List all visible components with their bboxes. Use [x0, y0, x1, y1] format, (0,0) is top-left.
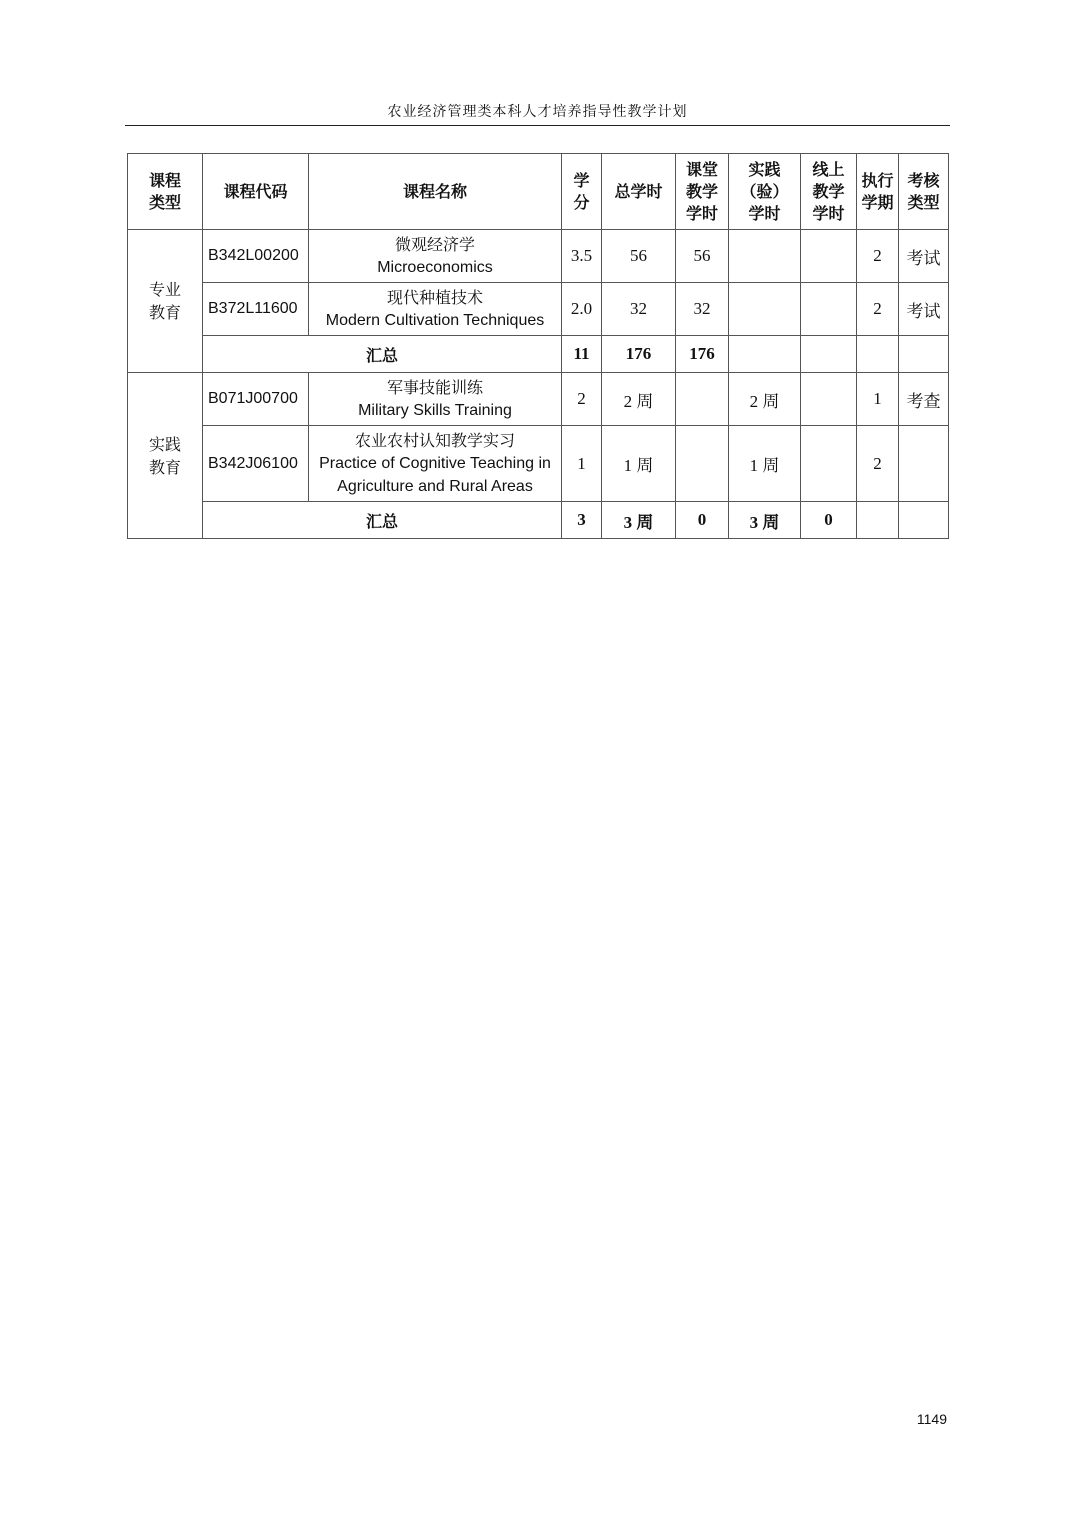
summary-semester	[857, 502, 899, 539]
total-hours-cell: 1 周	[602, 426, 676, 502]
course-name	[309, 230, 562, 283]
semester-cell: 1	[857, 373, 899, 426]
col-header-online-hours	[801, 154, 857, 230]
summary-semester	[857, 336, 899, 373]
online-hours-cell	[801, 283, 857, 336]
course-code: B372L11600	[203, 283, 309, 336]
category-line: 教育	[148, 457, 181, 477]
summary-label: 汇总	[203, 502, 562, 539]
online-hours-cell	[801, 426, 857, 502]
exam-type-cell	[899, 426, 949, 502]
category-line: 专业	[148, 280, 181, 299]
online-hours-cell	[801, 230, 857, 283]
course-name-en: Military Skills Training	[358, 402, 512, 419]
practice-hours-cell: 1 周	[729, 426, 801, 502]
table-row	[128, 230, 949, 283]
col-header-practice-hours	[729, 154, 801, 230]
practice-hours-cell	[729, 230, 801, 283]
category-cell	[128, 230, 203, 373]
total-hours-cell: 56	[602, 230, 676, 283]
col-header-semester-line: 学期	[861, 192, 894, 212]
semester-cell: 2	[857, 426, 899, 502]
category-line: 教育	[148, 303, 181, 322]
exam-type-cell: 考试	[899, 230, 949, 283]
col-header-practice-hours-line: 学时	[748, 203, 781, 223]
col-header-exam-type	[899, 154, 949, 230]
col-header-type-line: 课程	[148, 170, 181, 190]
summary-class-hours: 0	[676, 502, 729, 539]
course-plan-table	[127, 153, 949, 539]
class-hours-cell	[676, 426, 729, 502]
col-header-credit	[562, 154, 602, 230]
summary-row	[128, 336, 949, 373]
semester-cell: 2	[857, 283, 899, 336]
col-header-credit-line: 分	[573, 192, 590, 212]
col-header-total-hours: 总学时	[602, 154, 676, 230]
col-header-class-hours-line: 课堂	[685, 159, 718, 179]
credit-cell: 1	[562, 426, 602, 502]
summary-practice-hours	[729, 336, 801, 373]
summary-row	[128, 502, 949, 539]
course-name-en: Agriculture and Rural Areas	[337, 478, 533, 495]
col-header-name: 课程名称	[309, 154, 562, 230]
credit-cell: 3.5	[562, 230, 602, 283]
practice-hours-cell: 2 周	[729, 373, 801, 426]
col-header-semester	[857, 154, 899, 230]
credit-cell: 2.0	[562, 283, 602, 336]
course-name-zh: 微观经济学	[394, 235, 475, 254]
course-code: B342L00200	[203, 230, 309, 283]
col-header-credit-line: 学	[573, 170, 590, 190]
category-line: 实践	[148, 434, 181, 454]
course-name-en: Microeconomics	[377, 259, 493, 276]
course-name-zh: 现代种植技术	[386, 288, 483, 307]
col-header-semester-line: 执行	[861, 170, 894, 190]
class-hours-cell: 56	[676, 230, 729, 283]
col-header-class-hours-line: 学时	[685, 203, 718, 223]
total-hours-cell: 2 周	[602, 373, 676, 426]
summary-online-hours	[801, 336, 857, 373]
summary-exam-type	[899, 336, 949, 373]
summary-label: 汇总	[203, 336, 562, 373]
summary-exam-type	[899, 502, 949, 539]
col-header-practice-hours-line: 实践	[748, 159, 781, 179]
course-name-en: Practice of Cognitive Teaching in	[319, 455, 551, 472]
course-name-en: Modern Cultivation Techniques	[325, 312, 545, 329]
col-header-class-hours	[676, 154, 729, 230]
col-header-class-hours-line: 教学	[685, 181, 718, 201]
credit-cell: 2	[562, 373, 602, 426]
course-name	[309, 373, 562, 426]
course-name-zh: 军事技能训练	[386, 378, 483, 397]
exam-type-cell: 考试	[899, 283, 949, 336]
col-header-online-hours-line: 线上	[812, 159, 845, 179]
total-hours-cell: 32	[602, 283, 676, 336]
category-cell	[128, 373, 203, 539]
table-row	[128, 283, 949, 336]
summary-credit: 11	[562, 336, 602, 373]
practice-hours-cell	[729, 283, 801, 336]
col-header-code: 课程代码	[203, 154, 309, 230]
col-header-online-hours-line: 教学	[812, 181, 845, 201]
table-header-row	[128, 154, 949, 230]
course-name	[309, 426, 562, 502]
course-name-zh: 农业农村认知教学实习	[354, 431, 515, 450]
summary-practice-hours: 3 周	[729, 502, 801, 539]
table-row	[128, 426, 949, 502]
col-header-online-hours-line: 学时	[812, 203, 845, 223]
course-name	[309, 283, 562, 336]
class-hours-cell: 32	[676, 283, 729, 336]
summary-credit: 3	[562, 502, 602, 539]
page-number: 1149	[916, 1411, 947, 1427]
semester-cell: 2	[857, 230, 899, 283]
online-hours-cell	[801, 373, 857, 426]
col-header-type	[128, 154, 203, 230]
summary-online-hours: 0	[801, 502, 857, 539]
page-header: 农业经济管理类本科人才培养指导性教学计划	[125, 100, 950, 126]
summary-total-hours: 176	[602, 336, 676, 373]
col-header-exam-type-line: 考核	[907, 170, 940, 190]
summary-class-hours: 176	[676, 336, 729, 373]
course-code: B071J00700	[203, 373, 309, 426]
col-header-practice-hours-line: （验）	[740, 181, 789, 201]
table-row	[128, 373, 949, 426]
col-header-exam-type-line: 类型	[907, 192, 940, 212]
exam-type-cell: 考查	[899, 373, 949, 426]
summary-total-hours: 3 周	[602, 502, 676, 539]
course-code: B342J06100	[203, 426, 309, 502]
col-header-type-line: 类型	[148, 192, 181, 212]
class-hours-cell	[676, 373, 729, 426]
